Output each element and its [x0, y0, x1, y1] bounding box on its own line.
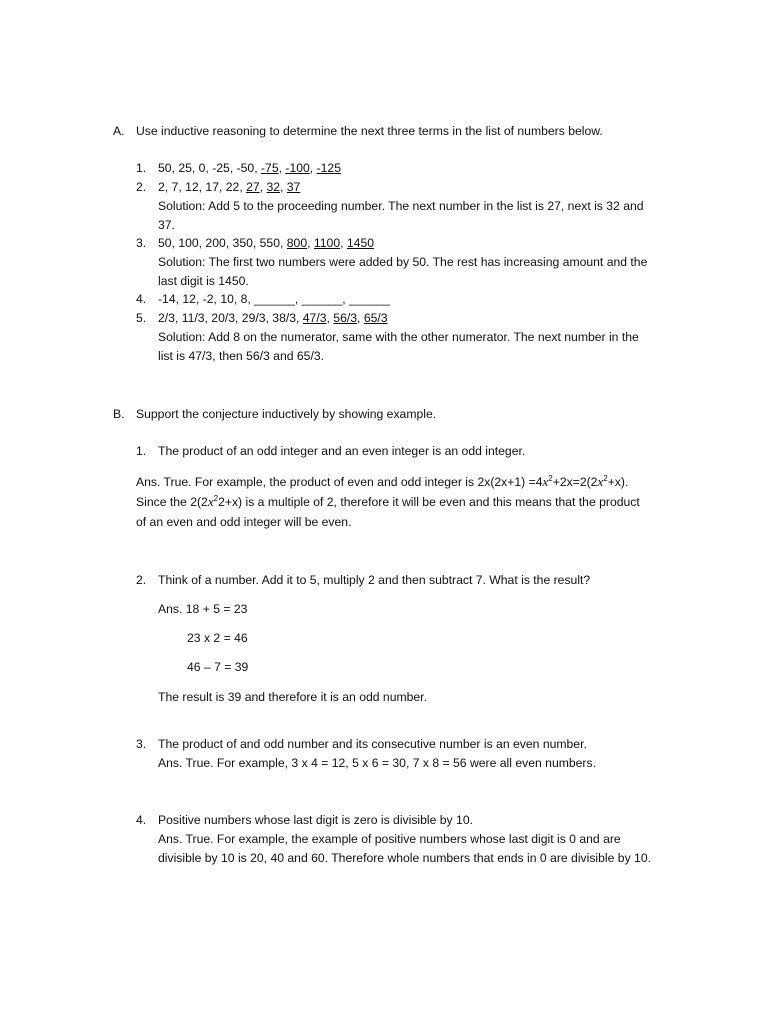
- answer-term: 47/3: [302, 311, 327, 325]
- solution-text: 37.: [158, 218, 175, 232]
- answer-term: 1100: [313, 236, 341, 250]
- solution-text: list is 47/3, then 56/3 and 65/3.: [158, 349, 325, 363]
- answer-text: divisible by 10 is 20, 40 and 60. Therefore whole numbers that ends in 0 are divisible by 10.: [158, 851, 651, 865]
- solution-text: Solution: Add 5 to the proceeding number. The next number in the list is 27, next is 32 and: [158, 199, 644, 213]
- item-number: 3.: [136, 236, 147, 250]
- item-number: 1.: [136, 161, 147, 175]
- answer-text: Ans. True. For example, 3 x 4 = 12, 5 x 6 = 30, 7 x 8 = 56 were all even numbers.: [158, 756, 596, 770]
- answer-step: 46 – 7 = 39: [187, 660, 249, 674]
- answer-term: 800: [286, 236, 308, 250]
- section-b-marker: B.: [113, 407, 125, 421]
- question-number: 1.: [136, 444, 147, 458]
- section-a-heading: Use inductive reasoning to determine the next three terms in the list of numbers below.: [136, 124, 603, 138]
- item-number: 5.: [136, 311, 147, 325]
- solution-text: Solution: Add 8 on the numerator, same with the other numerator. The next number in the: [158, 330, 639, 344]
- sequence-line: -14, 12, -2, 10, 8, ______, ______, ______: [158, 292, 390, 306]
- answer-term: -125: [316, 161, 341, 175]
- answer-term: -75: [260, 161, 279, 175]
- sequence-line: 50, 100, 200, 350, 550, 800, 1100, 1450: [158, 236, 375, 250]
- question-number: 3.: [136, 737, 147, 751]
- item-number: 2.: [136, 180, 147, 194]
- answer-term: 56/3: [333, 311, 358, 325]
- answer-text: of an even and odd integer will be even.: [136, 515, 352, 529]
- sequence-line: 2/3, 11/3, 20/3, 29/3, 38/3, 47/3, 56/3, 65/3: [158, 311, 388, 325]
- question-text: Positive numbers whose last digit is zero is divisible by 10.: [158, 813, 473, 827]
- answer-text: Ans. True. For example, the example of positive numbers whose last digit is 0 and are: [158, 832, 621, 846]
- answer-result: The result is 39 and therefore it is an odd number.: [158, 690, 427, 704]
- item-number: 4.: [136, 292, 147, 306]
- answer-text: Ans. True. For example, the product of even and odd integer is $2x(2x+1) =4x^2+2x=2(2x^2+x)$.: [136, 474, 629, 489]
- solution-text: Solution: The first two numbers were added by 50. The rest has increasing amount and the: [158, 255, 648, 269]
- answer-step: Ans. 18 + 5 = 23: [158, 602, 248, 616]
- sequence-line: 50, 25, 0, -25, -50, -75, -100, -125: [158, 161, 341, 175]
- answer-term: 37: [286, 180, 301, 194]
- answer-term: 27: [246, 180, 260, 194]
- question-text: The product of an odd integer and an even integer is an odd integer.: [158, 444, 526, 458]
- solution-text: last digit is 1450.: [158, 274, 249, 288]
- answer-term: 1450: [346, 236, 375, 250]
- section-a-marker: A.: [113, 124, 125, 138]
- question-number: 4.: [136, 813, 147, 827]
- answer-term: 32: [266, 180, 280, 194]
- question-text: The product of and odd number and its consecutive number is an even number.: [158, 737, 587, 751]
- sequence-line: 2, 7, 12, 17, 22, 27, 32, 37: [158, 180, 301, 194]
- answer-step: 23 x 2 = 46: [187, 631, 248, 645]
- question-text: Think of a number. Add it to 5, multiply 2 and then subtract 7. What is the result?: [158, 573, 591, 587]
- answer-term: 65/3: [363, 311, 388, 325]
- answer-text: Since the $2(2x^22+x)$ is a multiple of 2, therefore it will be even and this means that the product: [136, 494, 640, 509]
- answer-term: -100: [285, 161, 310, 175]
- question-number: 2.: [136, 573, 147, 587]
- section-b-heading: Support the conjecture inductively by showing example.: [136, 407, 437, 421]
